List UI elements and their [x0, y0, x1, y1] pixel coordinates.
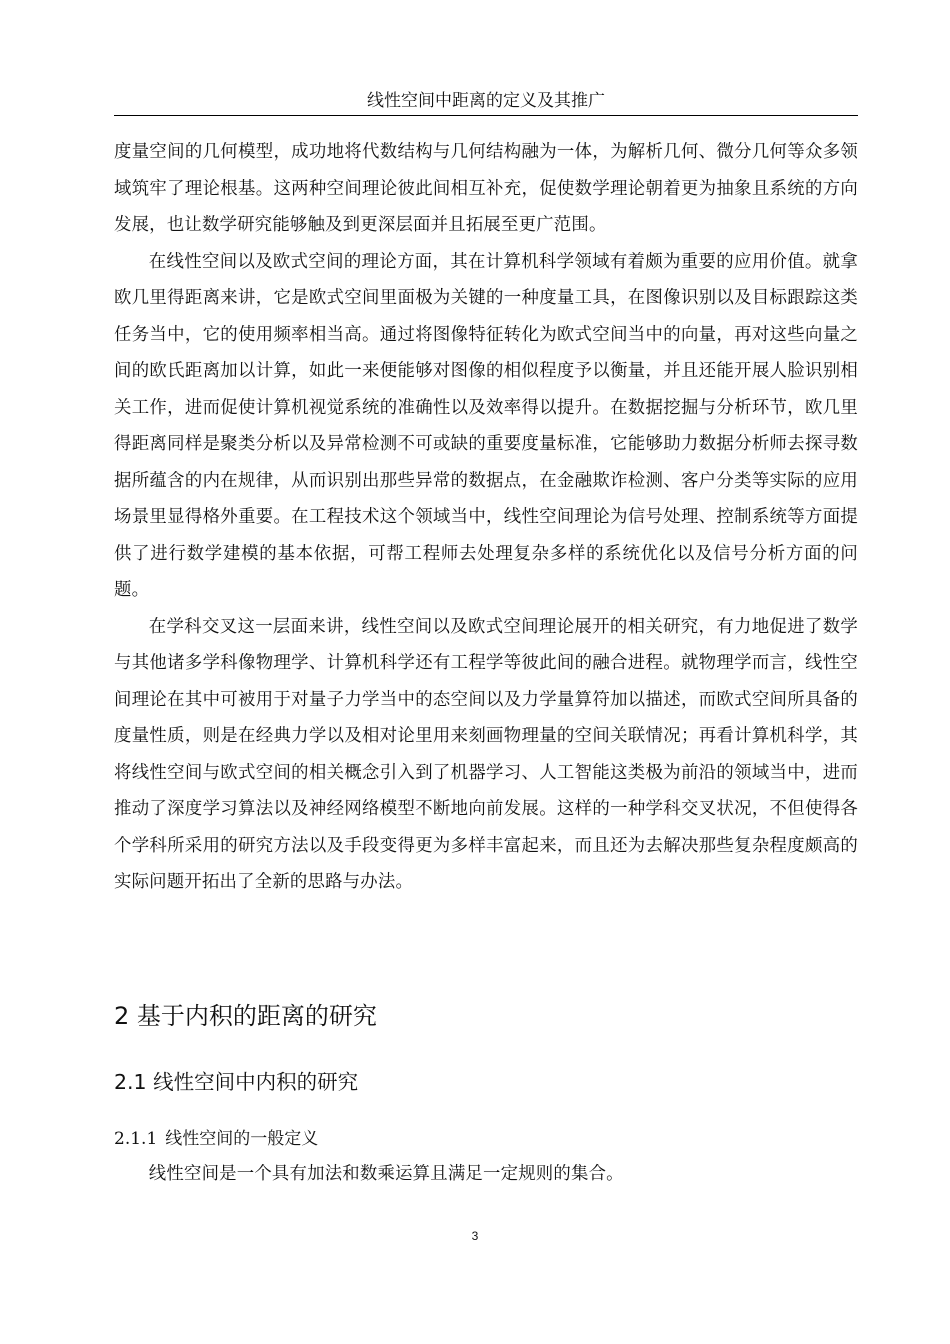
section-heading: 2.1 线性空间中内积的研究: [114, 1070, 359, 1094]
paragraph-definition: 线性空间是一个具有加法和数乘运算且满足一定规则的集合。: [148, 1164, 624, 1184]
paragraph-interdisciplinary: 在学科交叉这一层面来讲，线性空间以及欧式空间理论展开的相关研究，有力地促进了数学与其他诸多学科像物理学、计算机科学还有工程学等彼此间的融合进程。就物理学而言，线性空间理论在其中可被用于对量子力学当中的态空间以及力学量算符加以描述，而欧式空间所具备的度量性质，则是在经典力学以及相对论里用来刻画物理量的空间关联情况；再看计算机科学，其将线性空间与欧式空间的相关概念引入到了机器学习、人工智能这类极为前沿的领域当中，进而推动了深度学习算法以及神经网络模型不断地向前发展。这样的一种学科交叉状况，不但使得各个学科所采用的研究方法以及手段变得更为多样丰富起来，而且还为去解决那些复杂程度颇高的实际问题开拓出了全新的思路与办法。: [114, 616, 858, 892]
body-text: [114, 134, 858, 901]
subsection-heading: [114, 1127, 318, 1151]
chapter-heading: 2 基于内积的距离的研究: [114, 1002, 377, 1030]
paragraph-continuation: 度量空间的几何模型，成功地将代数结构与几何结构融为一体，为解析几何、微分几何等众多领域筑牢了理论根基。这两种空间理论彼此间相互补充，促使数学理论朝着更为抽象且系统的方向发展，也让数学研究能够触及到更深层面并且拓展至更广范围。: [114, 142, 858, 235]
subsection-title: 线性空间的一般定义: [165, 1129, 319, 1149]
running-header: 线性空间中距离的定义及其推广: [114, 90, 858, 116]
subsection-number: 2.1.1: [114, 1129, 158, 1149]
page-number: 3: [471, 1229, 479, 1243]
paragraph-computer-science: 在线性空间以及欧式空间的理论方面，其在计算机科学领域有着颇为重要的应用价值。就拿欧几里得距离来讲，它是欧式空间里面极为关键的一种度量工具，在图像识别以及目标跟踪这类任务当中，它的使用频率相当高。通过将图像特征转化为欧式空间当中的向量，再对这些向量之间的欧氏距离加以计算，如此一来便能够对图像的相似程度予以衡量，并且还能开展人脸识别相关工作，进而促使计算机视觉系统的准确性以及效率得以提升。在数据挖掘与分析环节，欧几里得距离同样是聚类分析以及异常检测不可或缺的重要度量标准，它能够助力数据分析师去探寻数据所蕴含的内在规律，从而识别出那些异常的数据点，在金融欺诈检测、客户分类等实际的应用场景里显得格外重要。在工程技术这个领域当中，线性空间理论为信号处理、控制系统等方面提供了进行数学建模的基本依据，可帮工程师去处理复杂多样的系统优化以及信号分析方面的问题。: [114, 251, 858, 600]
